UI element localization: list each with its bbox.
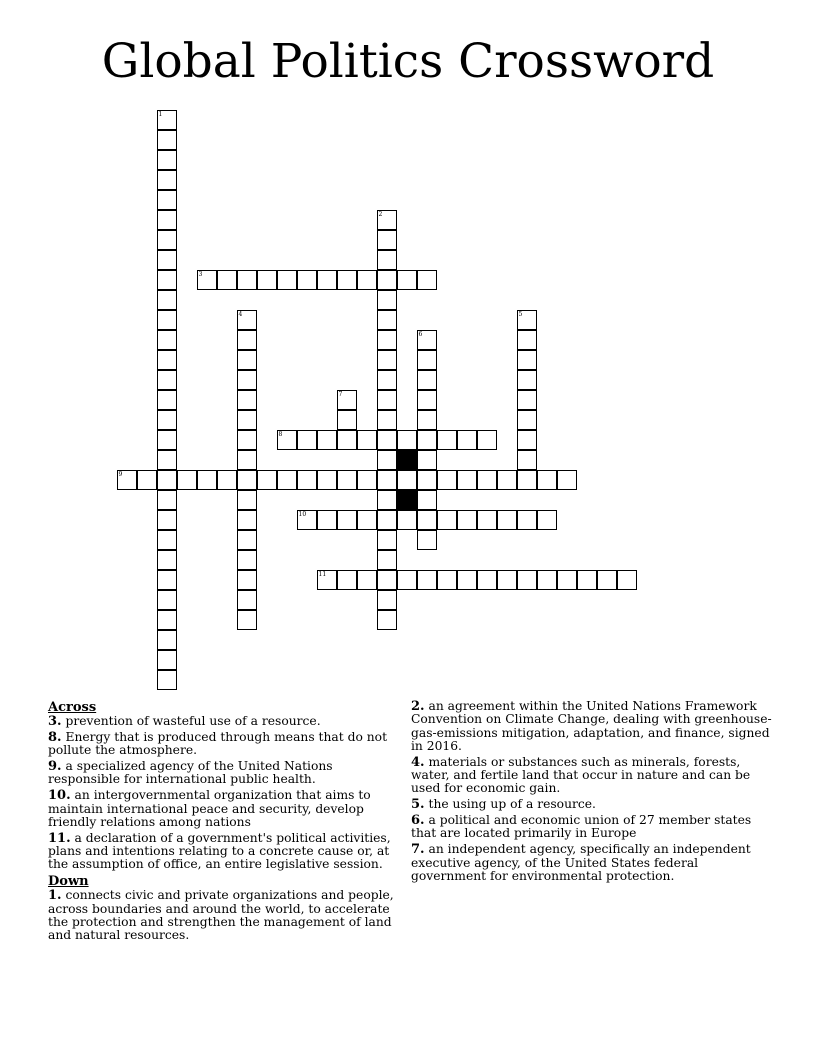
grid-cell[interactable] [137, 470, 157, 490]
grid-cell[interactable] [477, 570, 497, 590]
grid-cell[interactable] [517, 330, 537, 350]
grid-cell[interactable] [237, 590, 257, 610]
clue-number-label: 2 [378, 210, 383, 218]
grid-cell[interactable] [457, 570, 477, 590]
clue-number: 3. [48, 714, 62, 729]
grid-cell[interactable] [157, 590, 177, 610]
grid-cell[interactable] [237, 350, 257, 370]
grid-cell[interactable] [377, 250, 397, 270]
down-heading: Down [48, 874, 89, 890]
grid-cell[interactable] [157, 410, 177, 430]
grid-cell[interactable] [337, 570, 357, 590]
grid-cell[interactable] [357, 470, 377, 490]
grid-cell[interactable] [537, 570, 557, 590]
grid-cell[interactable] [237, 430, 257, 450]
grid-cell[interactable] [377, 270, 397, 290]
grid-cell[interactable] [297, 470, 317, 490]
grid-cell[interactable] [377, 410, 397, 430]
clue-text: connects civic and private organizations and people, across boundaries and around the world, to accelerate the protection and strengthen the management of land and natural resources. [48, 888, 394, 943]
grid-cell[interactable] [417, 570, 437, 590]
grid-cell[interactable] [417, 450, 437, 470]
grid-cell[interactable] [237, 610, 257, 630]
clue-number: 8. [48, 729, 62, 745]
grid-cell[interactable] [377, 590, 397, 610]
grid-cell[interactable] [497, 470, 517, 490]
grid-cell[interactable] [317, 570, 337, 590]
clue-number: 9. [48, 759, 62, 775]
black-cell [397, 490, 417, 510]
grid-cell[interactable] [417, 370, 437, 390]
grid-cell[interactable] [157, 330, 177, 350]
grid-cell[interactable] [377, 210, 397, 230]
clue-number: 7. [411, 842, 425, 858]
grid-cell[interactable] [397, 570, 417, 590]
grid-cell[interactable] [417, 330, 437, 350]
grid-cell[interactable] [477, 510, 497, 530]
grid-cell[interactable] [377, 390, 397, 410]
clue-text: a declaration of a government's political activities, plans and intentions relating to a concrete cause or, at the assumption of office, an entire legislative session. [48, 830, 391, 872]
grid-cell[interactable] [377, 470, 397, 490]
grid-cell[interactable] [397, 270, 417, 290]
clue-number: 1. [48, 888, 62, 904]
grid-cell[interactable] [157, 670, 177, 690]
grid-cell[interactable] [557, 570, 577, 590]
grid-cell[interactable] [517, 430, 537, 450]
grid-cell[interactable] [157, 270, 177, 290]
down-clue [411, 756, 773, 796]
grid-cell[interactable] [297, 510, 317, 530]
clue-number: 4. [411, 754, 425, 770]
grid-cell[interactable] [417, 510, 437, 530]
across-clue [48, 832, 406, 872]
grid-cell[interactable] [157, 510, 177, 530]
clue-number-label: 1 [158, 110, 163, 118]
grid-cell[interactable] [337, 410, 357, 430]
down-clue [411, 798, 773, 811]
grid-cell[interactable] [377, 310, 397, 330]
grid-cell[interactable] [417, 470, 437, 490]
grid-cell[interactable] [377, 570, 397, 590]
grid-cell[interactable] [397, 430, 417, 450]
grid-cell[interactable] [417, 530, 437, 550]
clue-text: prevention of wasteful use of a resource. [65, 714, 321, 728]
across-clue [48, 715, 406, 728]
grid-cell[interactable] [217, 270, 237, 290]
grid-cell[interactable] [417, 490, 437, 510]
grid-cell[interactable] [377, 490, 397, 510]
down-clue [411, 700, 773, 753]
grid-cell[interactable] [337, 470, 357, 490]
grid-cell[interactable] [157, 130, 177, 150]
grid-cell[interactable] [357, 270, 377, 290]
page-title: Global Politics Crossword [101, 34, 715, 89]
grid-cell[interactable] [477, 430, 497, 450]
grid-cell[interactable] [517, 350, 537, 370]
grid-cell[interactable] [157, 570, 177, 590]
grid-cell[interactable] [277, 270, 297, 290]
grid-cell[interactable] [237, 410, 257, 430]
grid-cell[interactable] [577, 570, 597, 590]
grid-cell[interactable] [457, 430, 477, 450]
grid-cell[interactable] [457, 510, 477, 530]
grid-cell[interactable] [537, 510, 557, 530]
clue-number-label: 10 [298, 510, 307, 518]
grid-cell[interactable] [277, 430, 297, 450]
clue-text: a specialized agency of the United Nations responsible for international public health. [48, 759, 333, 787]
down-clue [411, 843, 773, 883]
grid-cell[interactable] [437, 510, 457, 530]
grid-cell[interactable] [377, 290, 397, 310]
grid-cell[interactable] [517, 450, 537, 470]
clue-number: 2. [411, 699, 425, 714]
clue-number-label: 4 [238, 310, 243, 318]
clues-column-left [48, 700, 406, 945]
grid-cell[interactable] [377, 550, 397, 570]
grid-cell[interactable] [377, 510, 397, 530]
grid-cell[interactable] [437, 430, 457, 450]
across-clue [48, 760, 406, 787]
grid-cell[interactable] [517, 390, 537, 410]
grid-cell[interactable] [297, 430, 317, 450]
grid-cell[interactable] [477, 470, 497, 490]
grid-cell[interactable] [337, 510, 357, 530]
grid-cell[interactable] [157, 370, 177, 390]
grid-cell[interactable] [157, 110, 177, 130]
grid-cell[interactable] [157, 310, 177, 330]
clue-number-label: 9 [118, 470, 123, 478]
grid-cell[interactable] [517, 570, 537, 590]
grid-cell[interactable] [377, 230, 397, 250]
grid-cell[interactable] [517, 510, 537, 530]
clue-text: a political and economic union of 27 member states that are located primarily in Europe [411, 813, 752, 841]
clue-text: an intergovernmental organization that aims to maintain international peace and security, develop friendly relations among nations [48, 788, 371, 829]
grid-cell[interactable] [417, 390, 437, 410]
grid-cell[interactable] [377, 450, 397, 470]
grid-cell[interactable] [317, 430, 337, 450]
clue-number-label: 6 [418, 330, 423, 338]
across-clue [48, 789, 406, 829]
grid-cell[interactable] [597, 570, 617, 590]
grid-cell[interactable] [357, 430, 377, 450]
grid-cell[interactable] [437, 570, 457, 590]
grid-cell[interactable] [417, 410, 437, 430]
across-clue-list [48, 715, 406, 872]
grid-cell[interactable] [277, 470, 297, 490]
grid-cell[interactable] [537, 470, 557, 490]
down-clue [411, 814, 773, 841]
grid-cell[interactable] [317, 270, 337, 290]
grid-cell[interactable] [157, 290, 177, 310]
clues-column-right [411, 700, 773, 886]
grid-cell[interactable] [157, 470, 177, 490]
grid-cell[interactable] [237, 330, 257, 350]
grid-cell[interactable] [177, 470, 197, 490]
grid-cell[interactable] [237, 450, 257, 470]
clue-number: 5. [411, 797, 425, 813]
grid-cell[interactable] [517, 410, 537, 430]
grid-cell[interactable] [157, 650, 177, 670]
grid-cell[interactable] [317, 470, 337, 490]
clue-number: 10. [48, 788, 71, 804]
grid-cell[interactable] [157, 230, 177, 250]
grid-cell[interactable] [377, 370, 397, 390]
grid-cell[interactable] [517, 370, 537, 390]
grid-cell[interactable] [237, 530, 257, 550]
grid-cell[interactable] [157, 530, 177, 550]
grid-cell[interactable] [497, 570, 517, 590]
grid-cell[interactable] [197, 270, 217, 290]
grid-cell[interactable] [157, 150, 177, 170]
grid-cell[interactable] [417, 430, 437, 450]
grid-cell[interactable] [157, 430, 177, 450]
grid-cell[interactable] [437, 470, 457, 490]
clue-number: 6. [411, 813, 425, 829]
grid-cell[interactable] [517, 310, 537, 330]
grid-cell[interactable] [377, 610, 397, 630]
grid-cell[interactable] [377, 430, 397, 450]
clue-number: 11. [48, 830, 71, 846]
grid-cell[interactable] [157, 490, 177, 510]
black-cell [397, 450, 417, 470]
grid-cell[interactable] [237, 550, 257, 570]
grid-cell[interactable] [377, 350, 397, 370]
across-clue [48, 731, 406, 758]
grid-cell[interactable] [217, 470, 237, 490]
grid-cell[interactable] [157, 350, 177, 370]
grid-cell[interactable] [237, 490, 257, 510]
clue-number-label: 5 [518, 310, 523, 318]
grid-cell[interactable] [317, 510, 337, 530]
grid-cell[interactable] [377, 330, 397, 350]
grid-cell[interactable] [157, 210, 177, 230]
grid-cell[interactable] [617, 570, 637, 590]
clue-number-label: 8 [278, 430, 283, 438]
clue-number-label: 3 [198, 270, 203, 278]
grid-cell[interactable] [157, 610, 177, 630]
grid-cell[interactable] [417, 270, 437, 290]
grid-cell[interactable] [157, 550, 177, 570]
grid-cell[interactable] [357, 510, 377, 530]
grid-cell[interactable] [157, 630, 177, 650]
grid-cell[interactable] [257, 470, 277, 490]
grid-cell[interactable] [157, 250, 177, 270]
grid-cell[interactable] [157, 390, 177, 410]
grid-cell[interactable] [357, 570, 377, 590]
grid-cell[interactable] [397, 510, 417, 530]
grid-cell[interactable] [197, 470, 217, 490]
across-heading: Across [48, 700, 97, 715]
clue-text: Energy that is produced through means that do not pollute the atmosphere. [48, 729, 388, 758]
clue-number-label: 7 [338, 390, 343, 398]
grid-cell[interactable] [237, 390, 257, 410]
clue-number-label: 11 [318, 570, 327, 578]
clue-text: an independent agency, specifically an independent executive agency, of the United States federal government for environmental protection. [411, 842, 751, 883]
grid-cell[interactable] [257, 270, 277, 290]
grid-cell[interactable] [337, 390, 357, 410]
grid-cell[interactable] [237, 510, 257, 530]
grid-cell[interactable] [497, 510, 517, 530]
grid-cell[interactable] [417, 350, 437, 370]
grid-cell[interactable] [237, 470, 257, 490]
grid-cell[interactable] [297, 270, 317, 290]
grid-cell[interactable] [157, 450, 177, 470]
grid-cell[interactable] [457, 470, 477, 490]
grid-cell[interactable] [117, 470, 137, 490]
clue-text: an agreement within the United Nations Framework Convention on Climate Change, dealing with greenhouse-gas-emissions mitigation, adaptation, and finance, signed in 2016. [411, 699, 772, 753]
grid-cell[interactable] [377, 530, 397, 550]
clue-text: the using up of a resource. [428, 797, 596, 812]
grid-cell[interactable] [157, 170, 177, 190]
grid-cell[interactable] [337, 430, 357, 450]
clue-text: materials or substances such as minerals, forests, water, and fertile land that occur in nature and can be used for economic gain. [411, 754, 751, 796]
grid-cell[interactable] [397, 470, 417, 490]
grid-cell[interactable] [517, 470, 537, 490]
grid-cell[interactable] [237, 310, 257, 330]
grid-cell[interactable] [337, 270, 357, 290]
grid-cell[interactable] [157, 190, 177, 210]
grid-cell[interactable] [557, 470, 577, 490]
down-clue [48, 889, 406, 942]
grid-cell[interactable] [237, 270, 257, 290]
grid-cell[interactable] [237, 370, 257, 390]
grid-cell[interactable] [237, 570, 257, 590]
